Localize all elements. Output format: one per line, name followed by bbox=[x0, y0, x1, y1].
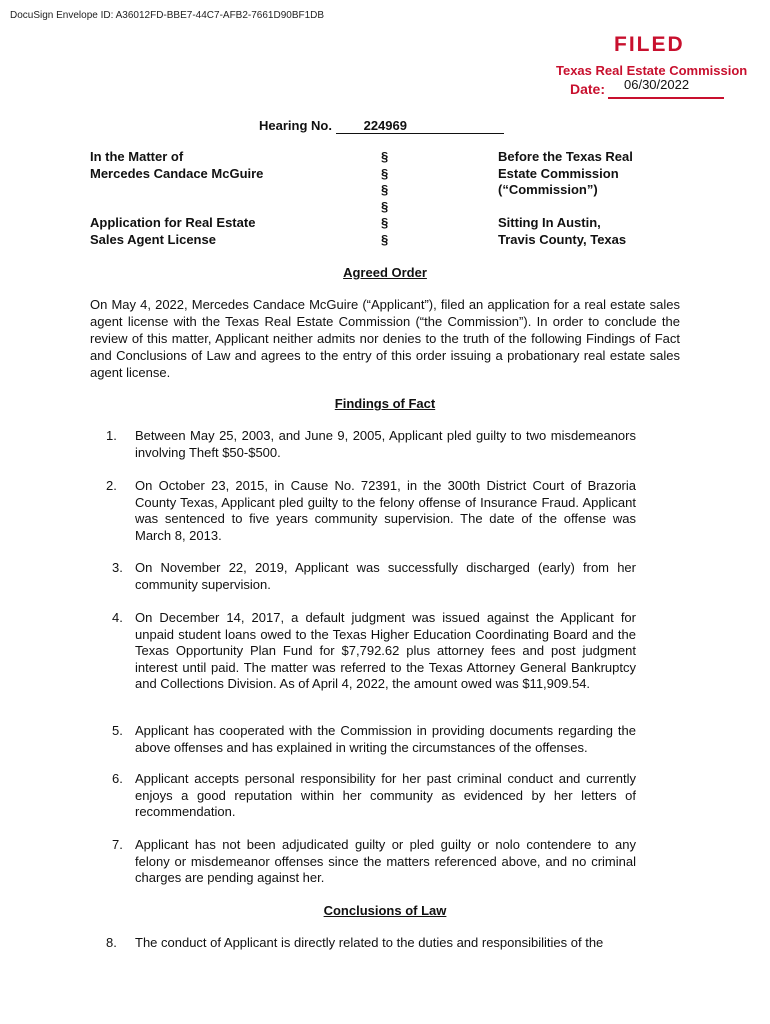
conclusion-text: The conduct of Applicant is directly related to the duties and responsibilities of the bbox=[135, 935, 604, 950]
finding-item-3 bbox=[90, 560, 636, 593]
conclusions-of-law-heading: Conclusions of Law bbox=[323, 903, 447, 918]
caption-right-line: (“Commission”) bbox=[498, 182, 598, 197]
stamp-date-label: Date: bbox=[570, 81, 606, 97]
hearing-label: Hearing No. bbox=[259, 118, 332, 133]
finding-number: 1. bbox=[106, 428, 117, 443]
findings-of-fact-heading: Findings of Fact bbox=[334, 396, 436, 411]
finding-text: Applicant has not been adjudicated guilty or pled guilty or nolo contendere to any felony or misdemeanor offenses since the matters referenced above, and no criminal charges are pending against her. bbox=[135, 837, 636, 885]
finding-item-5 bbox=[90, 723, 636, 756]
finding-item-4 bbox=[90, 610, 636, 693]
caption-left-line: In the Matter of bbox=[90, 149, 184, 164]
section-symbol: § bbox=[381, 182, 389, 197]
finding-text: Applicant accepts personal responsibility for her past criminal conduct and currently enjoys a good reputation within her community as evidenced by her letters of recommendation. bbox=[135, 771, 636, 819]
finding-number: 3. bbox=[112, 560, 123, 575]
hearing-number: 224969 bbox=[336, 119, 504, 134]
caption-left-line: Mercedes Candace McGuire bbox=[90, 165, 264, 181]
section-symbol: § bbox=[381, 231, 389, 247]
finding-number: 7. bbox=[112, 837, 123, 852]
finding-number: 4. bbox=[112, 610, 123, 625]
finding-number: 2. bbox=[106, 478, 117, 493]
caption-section-symbols bbox=[381, 149, 401, 248]
finding-text: Applicant has cooperated with the Commission in providing documents regarding the above offenses and has explained in writing the circumstances of the offenses. bbox=[135, 723, 636, 755]
section-symbol: § bbox=[381, 198, 389, 214]
section-symbol: § bbox=[381, 215, 389, 230]
stamp-agency-text: Texas Real Estate Commission bbox=[556, 63, 748, 78]
agreed-order-heading: Agreed Order bbox=[343, 265, 427, 280]
caption-right-line: Estate Commission bbox=[498, 165, 619, 181]
stamp-filed-text: FILED bbox=[614, 33, 685, 56]
section-symbol: § bbox=[381, 149, 389, 164]
caption-right-line: Travis County, Texas bbox=[498, 231, 627, 247]
finding-item-1 bbox=[90, 428, 636, 461]
caption-right-line: Sitting In Austin, bbox=[498, 215, 601, 230]
finding-text: On December 14, 2017, a default judgment was issued against the Applicant for unpaid student loans owed to the Texas Higher Education Coordinating Board and the Texas Opportunity Plan Fund for $7,792.62 plus attorney fees and post judgment interest until paid. The matter was referred to the Texas Attorney General Bankruptcy and Collections Division. As of April 4, 2022, the amount owed was $11,909.54. bbox=[135, 610, 636, 691]
finding-number: 5. bbox=[112, 723, 123, 738]
caption-matter bbox=[90, 149, 330, 248]
hearing-number-line bbox=[259, 118, 504, 134]
finding-number: 6. bbox=[112, 771, 123, 786]
finding-text: On October 23, 2015, in Cause No. 72391, in the 300th District Court of Brazoria County Texas, Applicant pled guilty to the felony offense of Insurance Fraud. Applicant was sentenced to five years community supervision. The date of the offense was March 8, 2013. bbox=[135, 478, 636, 543]
section-symbol: § bbox=[381, 165, 389, 181]
docusign-envelope-id: DocuSign Envelope ID: A36012FD-BBE7-44C7-AFB2-7661D90BF1DB bbox=[10, 10, 325, 21]
conclusion-item-8 bbox=[90, 935, 650, 952]
stamp-date-value: 06/30/2022 bbox=[624, 77, 690, 92]
finding-text: On November 22, 2019, Applicant was successfully discharged (early) from her community supervision. bbox=[135, 560, 636, 592]
caption-left-line: Sales Agent License bbox=[90, 231, 216, 247]
finding-item-6 bbox=[90, 771, 636, 821]
finding-item-7 bbox=[90, 837, 636, 887]
caption-left-line: Application for Real Estate bbox=[90, 215, 256, 230]
conclusion-number: 8. bbox=[106, 935, 117, 950]
finding-item-2 bbox=[90, 478, 636, 544]
stamp-date-line bbox=[608, 97, 724, 99]
caption-right-line: Before the Texas Real bbox=[498, 149, 633, 164]
caption-venue bbox=[498, 149, 688, 248]
intro-paragraph: On May 4, 2022, Mercedes Candace McGuire (“Applicant”), filed an application for a real estate sales agent license with the Texas Real Estate Commission (“the Commission”). In order to conclude the review of this matter, Applicant neither admits nor denies to the truth of the following Findings of Fact and Conclusions of Law and agrees to the entry of this order issuing a probationary real estate sales agent license. bbox=[90, 297, 680, 380]
finding-text: Between May 25, 2003, and June 9, 2005, Applicant pled guilty to two misdemeanors involving Theft $50-$500. bbox=[135, 428, 636, 460]
